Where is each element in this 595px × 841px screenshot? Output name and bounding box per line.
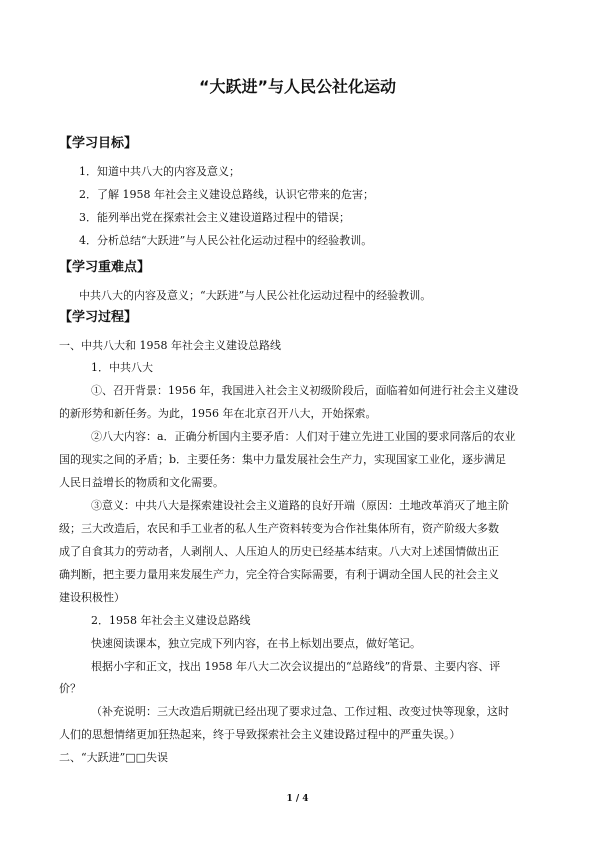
process-heading: 【学习过程】 bbox=[59, 310, 138, 325]
goal-item-2: 2．了解 1958 年社会主义建设总路线，认识它带来的危害； bbox=[79, 188, 374, 201]
paragraph-line: ③意义：中共八大是探索建设社会主义道路的良好开端（原因：土地改革消灭了地主阶 bbox=[91, 499, 509, 512]
paragraph-line: 价？ bbox=[59, 682, 81, 695]
section-2-heading: 二、“大跃进”□□失误 bbox=[59, 751, 169, 764]
paragraph-line: 根据小字和正文，找出 1958 年八大二次会议提出的“总路线”的背景、主要内容、评 bbox=[91, 660, 501, 673]
paragraph-line: 成了自食其力的劳动者，人剥削人、人压迫人的历史已经基本结束。八大对上述国情做出正 bbox=[59, 545, 499, 558]
page-title: “大跃进”与人民公社化运动 bbox=[198, 77, 397, 96]
paragraph-line: 人民日益增长的物质和文化需要。 bbox=[59, 476, 224, 489]
goals-heading: 【学习目标】 bbox=[59, 136, 138, 151]
paragraph-line: 的新形势和新任务。为此，1956 年在北京召开八大，开始探索。 bbox=[59, 407, 377, 420]
page-number: 1 / 4 bbox=[286, 794, 309, 804]
key-points-heading: 【学习重难点】 bbox=[59, 260, 151, 275]
key-points-text: 中共八大的内容及意义；“大跃进”与人民公社化运动过程中的经验教训。 bbox=[79, 289, 432, 302]
subsection-2-heading: 2．1958 年社会主义建设总路线 bbox=[91, 614, 251, 627]
paragraph-line: 国的现实之间的矛盾；b．主要任务：集中力量发展社会生产力，实现国家工业化，逐步满足 bbox=[59, 453, 507, 466]
goal-item-4: 4．分析总结“大跃进”与人民公社化运动过程中的经验教训。 bbox=[79, 234, 373, 247]
goal-item-3: 3．能列举出党在探索社会主义建设道路过程中的错误； bbox=[79, 211, 350, 224]
supplement-line: 人们的思想情绪更加狂热起来，终于导致探索社会主义建设路过程中的严重失误。） bbox=[59, 728, 461, 741]
supplement-line: （补充说明：三大改造后期就已经出现了要求过急、工作过粗、改变过快等现象，这时 bbox=[91, 705, 509, 718]
subsection-1-heading: 1．中共八大 bbox=[91, 361, 153, 374]
paragraph-line: ②八大内容：a．正确分析国内主要矛盾：人们对于建立先进工业国的要求同落后的农业 bbox=[91, 430, 516, 443]
section-1-heading: 一、中共八大和 1958 年社会主义建设总路线 bbox=[59, 339, 281, 352]
paragraph-line: ①、召开背景：1956 年，我国进入社会主义初级阶段后，面临着如何进行社会主义建设 bbox=[91, 384, 519, 397]
paragraph-line: 确判断，把主要力量用来发展生产力，完全符合实际需要，有利于调动全国人民的社会主义 bbox=[59, 568, 499, 581]
goal-item-1: 1．知道中共八大的内容及意义； bbox=[79, 165, 240, 178]
paragraph-line: 建设积极性） bbox=[59, 591, 125, 604]
paragraph-line: 级；三大改造后，农民和手工业者的私人生产资料转变为合作社集体所有，资产阶级大多数 bbox=[59, 522, 499, 535]
paragraph-line: 快速阅读课本，独立完成下列内容，在书上标划出要点，做好笔记。 bbox=[91, 637, 421, 650]
